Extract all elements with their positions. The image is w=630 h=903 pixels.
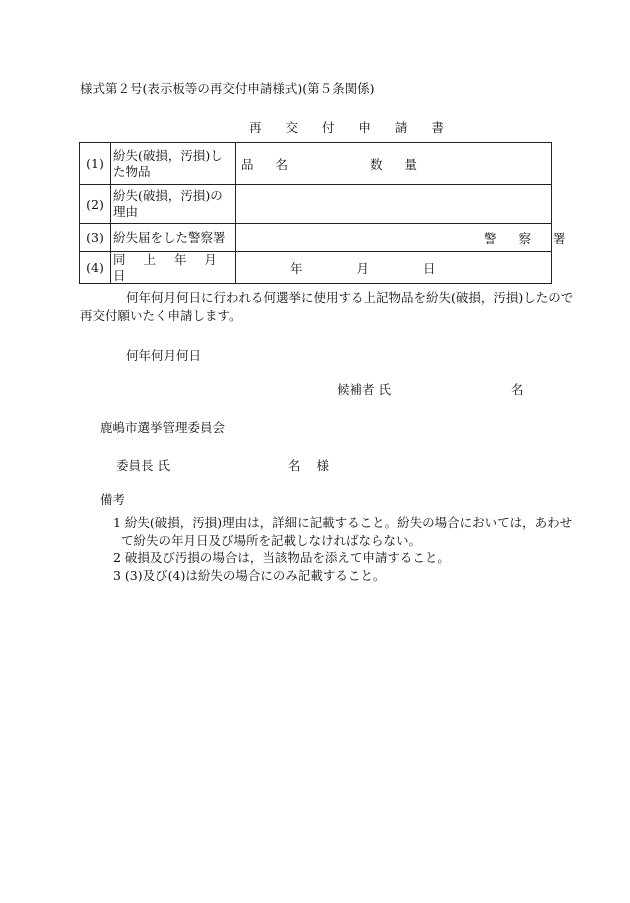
row-number: (4) <box>80 252 111 284</box>
remark-note: 1 紛失(破損，汚損)理由は，詳細に記載すること。紛失の場合においては，あわせ <box>113 515 573 530</box>
table-row <box>80 252 552 284</box>
application-table <box>79 142 575 284</box>
form-header: 様式第２号(表示板等の再交付申請様式)(第５条関係) <box>80 81 375 96</box>
application-date: 何年何月何日 <box>126 348 202 363</box>
form-title: 再 交 付 申 請 書 <box>249 120 454 135</box>
row-number: (2) <box>80 185 111 224</box>
chair-name-label: 委員長 氏 <box>116 458 170 473</box>
reason-value-cell <box>236 185 552 224</box>
remark-note: て紛失の年月日及び場所を記載しなければならない。 <box>121 533 422 548</box>
table-row <box>80 143 552 185</box>
row-number: (1) <box>80 143 111 185</box>
candidate-name-suffix: 名 <box>511 382 524 397</box>
row-label: 紛失(破損，汚損)の理由 <box>111 185 236 224</box>
chair-name-suffix: 名 様 <box>288 458 335 473</box>
police-station-label: 警 察 署 <box>484 230 575 246</box>
committee-name: 鹿嶋市選挙管理委員会 <box>100 420 226 435</box>
row-number: (3) <box>80 224 111 252</box>
report-date-cell <box>236 252 552 284</box>
row-value-cell <box>236 143 552 185</box>
row-label: 紛失(破損，汚損)した物品 <box>111 143 236 185</box>
remark-note: 2 破損及び汚損の場合は，当該物品を添えて申請すること。 <box>113 550 450 565</box>
police-station-cell <box>236 224 575 252</box>
body-text-line2: 再交付願いたく申請します。 <box>80 308 242 323</box>
remark-note: 3 (3)及び(4)は紛失の場合にのみ記載すること。 <box>113 568 386 583</box>
row-label: 紛失届をした警察署 <box>111 224 236 252</box>
row-label: 同 上 年 月 日 <box>111 252 236 284</box>
table-row <box>80 224 552 252</box>
remarks-title: 備考 <box>100 492 126 507</box>
report-date-label: 年 月 日 <box>290 260 461 276</box>
body-text-line1: 何年何月何日に行われる何選挙に使用する上記物品を紛失(破損，汚損)したので <box>126 290 574 305</box>
candidate-name-label: 候補者 氏 <box>337 382 391 397</box>
quantity-label: 数 量 <box>370 156 426 172</box>
table-row <box>80 185 552 224</box>
item-name-label: 品 名 <box>241 156 297 172</box>
